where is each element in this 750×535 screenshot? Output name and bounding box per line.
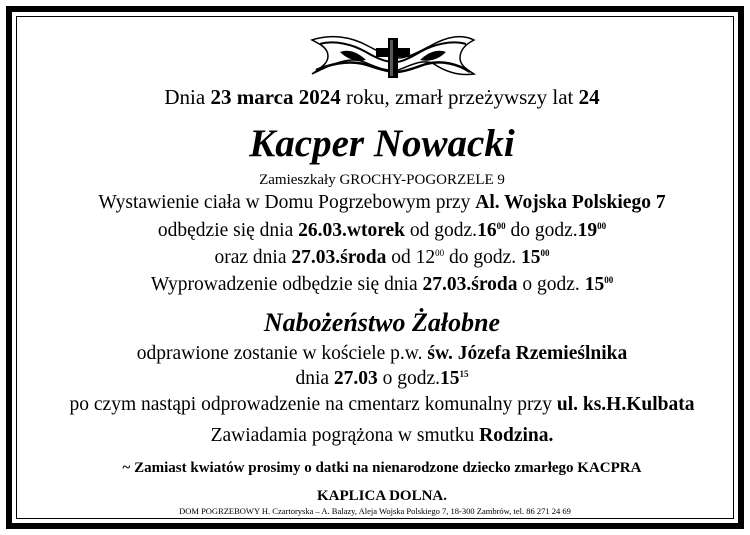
mass-time-line: dnia 27.03 o $godz.15^{15}$	[295, 368, 469, 389]
procession-line: Wyprowadzenie odbędzie się dnia 27.03.środa o godz. $15^{00}$	[150, 274, 614, 295]
church-line: odprawione zostanie w kościele p.w. św. Józefa Rzemieślnika	[136, 343, 628, 364]
viewing-location-line: Wystawienie ciała w Domu Pogrzebowym przy Al. Wojska Polskiego 7	[98, 192, 666, 213]
viewing-time-line-1: odbędzie się dnia 26.03.wtorek od $godz.16^{00}$ do $godz.19^{00}$	[157, 220, 607, 241]
page-frame	[6, 6, 744, 529]
address-line: Zamieszkały GROCHY-POGORZELE 9	[259, 172, 505, 188]
cemetery-line: po czym nastąpi odprowadzenie na cmentarz komunalny przy ul. ks.H.Kulbata	[69, 394, 695, 415]
death-date-line: Dnia 23 marca 2024 roku, zmarł przeżywszy lat 24	[164, 85, 600, 109]
funeral-home-footer: DOM POGRZEBOWY H. Czartoryska – A. Balazy, Aleja Wojska Polskiego 7, 18-300 Zambrów, tel. 86 271 24 69	[179, 506, 571, 516]
mass-title: Nabożeństwo Żałobne	[263, 308, 501, 337]
inner-border	[16, 16, 734, 519]
family-line: Zawiadamia pogrążona w smutku Rodzina.	[210, 425, 554, 446]
deceased-name: Kacper Nowacki	[249, 122, 515, 165]
cross-ribbon-ornament	[310, 32, 476, 84]
donation-note: ~ Zamiast kwiatów prosimy o datki na nienarodzone dziecko zmarłego KACPRA	[122, 460, 642, 476]
viewing-time-line-2: oraz dnia 27.03.środa od $12^{00}$ do godz. $15^{00}$	[214, 247, 550, 268]
chapel-line: KAPLICA DOLNA.	[316, 488, 447, 504]
